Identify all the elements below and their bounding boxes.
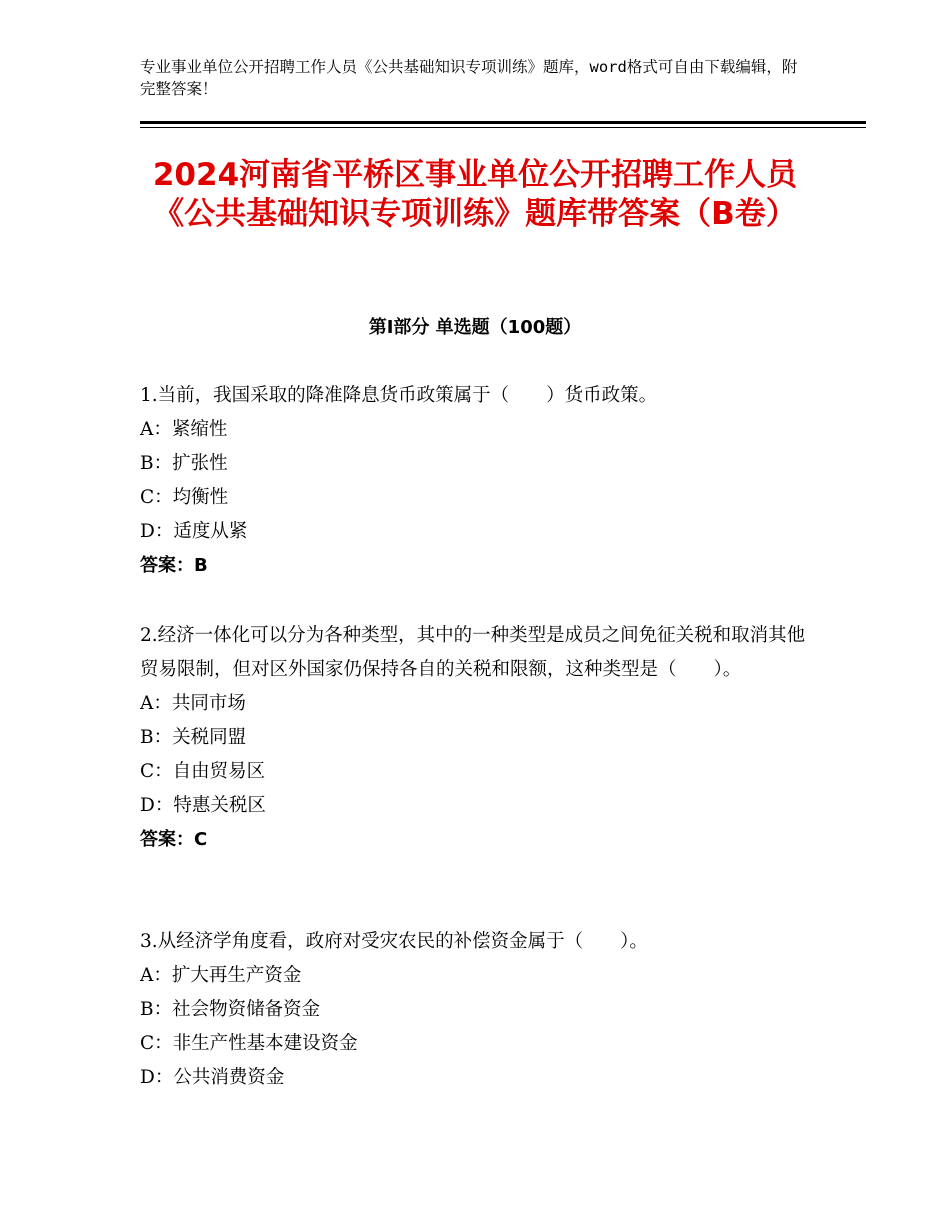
option-b: B：关税同盟 <box>140 727 247 748</box>
question-1 <box>140 379 810 583</box>
question-3 <box>140 925 810 1095</box>
answer-line: 答案：C <box>140 829 208 850</box>
option-d: D：特惠关税区 <box>140 795 266 816</box>
question-stem: 1.当前，我国采取的降准降息货币政策属于（ ）货币政策。 <box>140 385 658 406</box>
document-title: 2024河南省平桥区事业单位公开招聘工作人员《公共基础知识专项训练》题库带答案（B卷） <box>152 157 798 232</box>
question-stem: 3.从经济学角度看，政府对受灾农民的补偿资金属于（ ）。 <box>140 931 648 952</box>
header-divider-thin <box>140 127 866 128</box>
option-c: C：均衡性 <box>140 487 229 508</box>
question-stem: 2.经济一体化可以分为各种类型，其中的一种类型是成员之间免征关税和取消其他贸易限制，但对区外国家仍保持各自的关税和限额，这种类型是（ ）。 <box>140 625 806 680</box>
section-heading: 第Ⅰ部分 单选题（100题） <box>368 317 582 338</box>
option-c: C：自由贸易区 <box>140 761 266 782</box>
question-2 <box>140 619 810 857</box>
option-d: D：适度从紧 <box>140 521 248 542</box>
header-note: 专业事业单位公开招聘工作人员《公共基础知识专项训练》题库，word格式可自由下载编辑，附完整答案！ <box>140 58 798 98</box>
option-b: B：社会物资储备资金 <box>140 999 321 1020</box>
option-c: C：非生产性基本建设资金 <box>140 1033 358 1054</box>
option-b: B：扩张性 <box>140 453 228 474</box>
option-a: A：扩大再生产资金 <box>140 965 302 986</box>
option-d: D：公共消费资金 <box>140 1067 285 1088</box>
answer-line: 答案：B <box>140 555 208 576</box>
option-a: A：共同市场 <box>140 693 246 714</box>
option-a: A：紧缩性 <box>140 419 228 440</box>
header-divider-thick <box>140 121 866 124</box>
